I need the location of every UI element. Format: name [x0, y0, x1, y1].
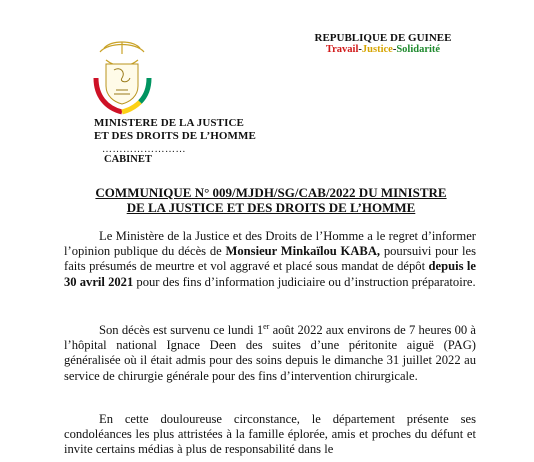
communique-title: [74, 185, 468, 215]
paragraph-1: [64, 229, 476, 290]
motto-justice: Justice: [361, 44, 393, 55]
ministry-line-1: MINISTERE DE LA JUSTICE: [94, 117, 244, 129]
motto-separator: -: [392, 44, 397, 55]
republic-name: REPUBLIQUE DE GUINEE: [314, 32, 452, 44]
motto-solidarite: Solidarité: [396, 44, 441, 55]
paragraph-3: En cette douloureuse circonstance, le département présente ses condoléances les plus attristées à la famille éplorée, amis et proches du défunt et invite certains médias à plus de responsabilité dans le: [64, 412, 476, 457]
p1-deceased-name: Monsieur Minkaïlou KABA,: [225, 244, 381, 259]
p1-detention-date: depuis le 30 avril 2021: [64, 259, 476, 289]
p1-text-a: Le Ministère de la Justice et des Droits de l’Homme a le regret d’informer l’opinion publique du décès de: [64, 229, 476, 259]
title-line-2: DE LA JUSTICE ET DES DROITS DE L’HOMME: [126, 200, 416, 215]
motto-travail: Travail: [325, 44, 359, 55]
guinea-coat-of-arms-icon: [86, 38, 158, 118]
ministry-line-2: ET DES DROITS DE L’HOMME: [94, 130, 256, 142]
cabinet-label: CABINET: [104, 154, 152, 165]
p2-text-b: août 2022 aux environs de 7 heures 00 à l’hôpital national Ignace Deen des suites d’une péritonite aiguë (PAG) généralisée où il était admis pour des soins depuis le dimanche 31 juillet 2022 au service de chirurgie générale pour des fins d’intervention chirurgicale.: [64, 323, 476, 383]
national-motto: [300, 44, 466, 55]
p2-superscript: er: [263, 321, 270, 331]
p1-text-c: pour des fins d’information judiciaire ou d’instruction préparatoire.: [133, 274, 476, 289]
separator-dots: ……………………: [102, 144, 186, 155]
p2-text-a: Son décès est survenu ce lundi 1: [99, 323, 264, 337]
motto-separator: -: [358, 44, 362, 55]
p1-text-b: poursuivi pour les faits présumés de meurtre et vol aggravé et placé sous mandat de dépôt: [64, 244, 476, 274]
ministry-name: [94, 117, 256, 143]
title-line-1: COMMUNIQUE N° 009/MJDH/SG/CAB/2022 DU MINISTRE: [95, 185, 447, 200]
paragraph-2: [64, 323, 476, 384]
